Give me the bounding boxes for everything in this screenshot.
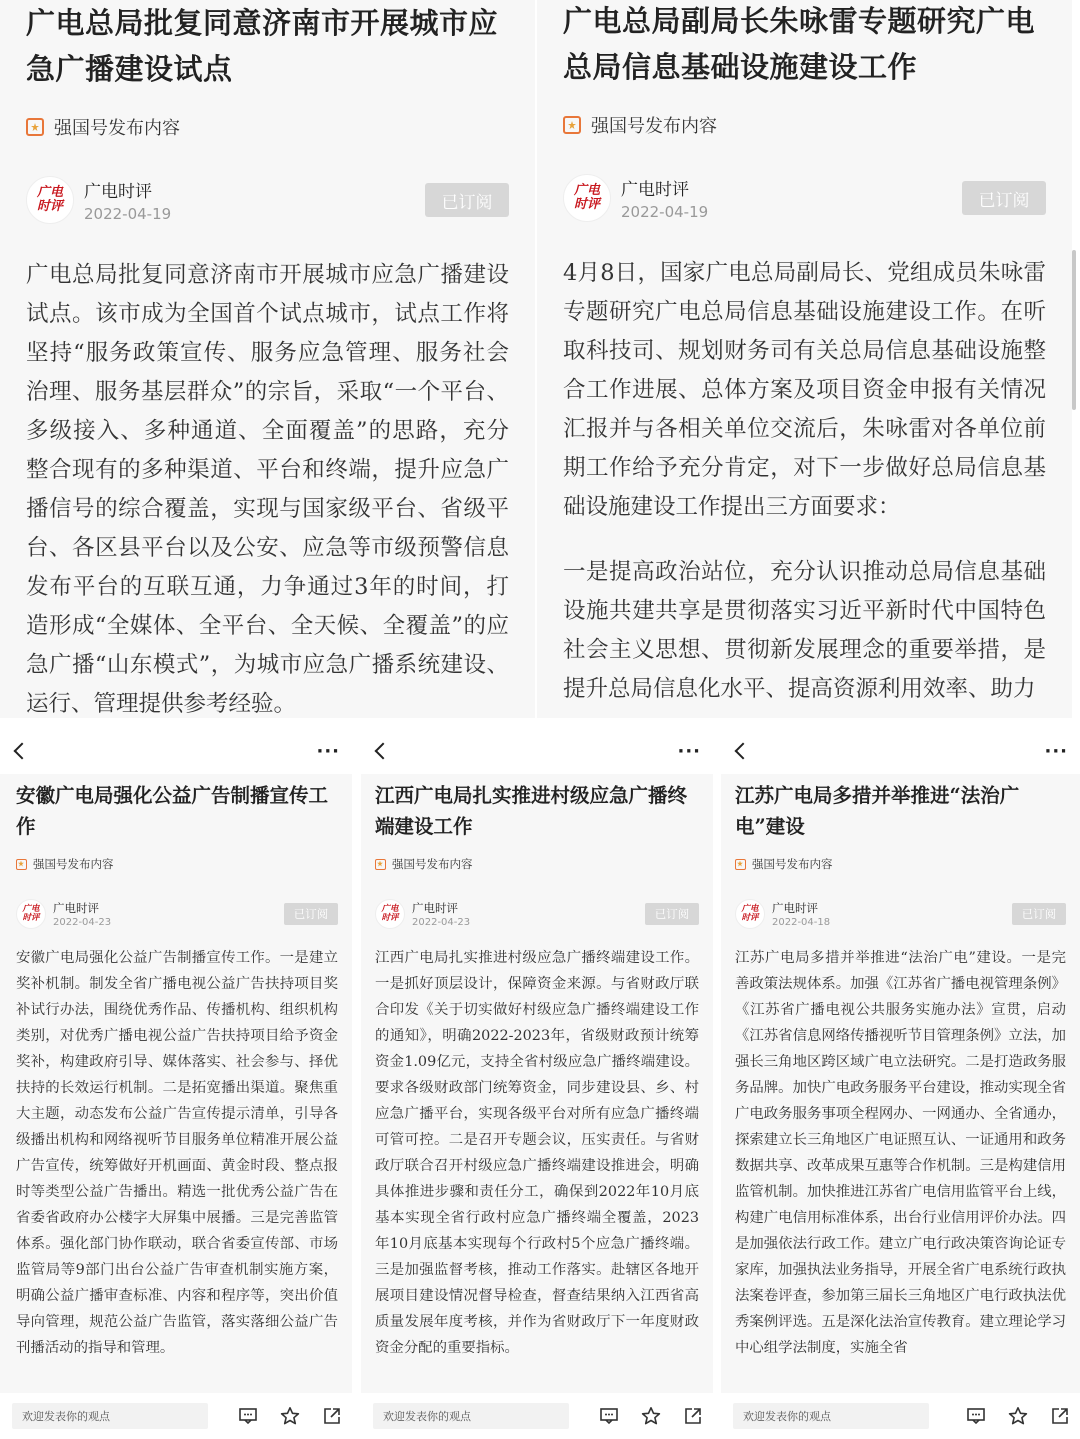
source-tag-label: 强国号发布内容: [33, 857, 114, 871]
action-icons: [966, 1406, 1070, 1426]
avatar-text-line2: 时评: [22, 913, 40, 923]
author-row: [375, 897, 699, 931]
comment-input[interactable]: 欢迎发表你的观点: [733, 1403, 929, 1429]
share-icon[interactable]: [1050, 1406, 1070, 1426]
comment-input[interactable]: 欢迎发表你的观点: [12, 1403, 208, 1429]
more-options-icon[interactable]: ···: [677, 740, 701, 762]
source-tag: [26, 112, 509, 142]
article-title: 江西广电局扎实推进村级应急广播终端建设工作: [375, 784, 688, 838]
avatar-text-line2: 时评: [381, 913, 399, 923]
comment-icon[interactable]: [238, 1406, 258, 1426]
publish-date: 2022-04-18: [772, 917, 831, 928]
subscribed-button[interactable]: 已订阅: [1012, 903, 1066, 925]
more-options-icon[interactable]: ···: [316, 740, 340, 762]
avatar-text-line2: 时评: [573, 197, 600, 212]
back-chevron-icon[interactable]: [735, 743, 752, 760]
article-paragraph: 广电总局批复同意济南市开展城市应急广播建设试点。该市成为全国首个试点城市，试点工作将坚持“服务政策宣传、服务应急管理、服务社会治理、服务基层群众”的宗旨，采取“一个平台、多级接入、多种通道、全面覆盖”的思路，充分整合现有的多种渠道、平台和终端，提升应急广播信号的综合覆盖，实现与国家级平台、省级平台、各区县平台以及公安、应急等市级预警信息发布平台的互联互通，力争通过3年的时间，打造形成“全媒体、全平台、全天候、全覆盖”的应急广播“山东模式”，为城市应急广播系统建设、运行、管理提供参考经验。: [26, 262, 509, 717]
avatar-text-line1: 广电: [381, 904, 399, 914]
article-panel-bottom-2: [361, 728, 713, 1439]
article-body: [563, 254, 1046, 709]
article-content: [0, 774, 352, 1439]
article-title: 广电总局副局长朱咏雷专题研究广电总局信息基础设施建设工作: [563, 4, 1036, 84]
star-badge-icon: [375, 859, 386, 870]
subscribed-button[interactable]: 已订阅: [962, 181, 1046, 215]
avatar[interactable]: [26, 176, 74, 224]
author-info: [772, 900, 1012, 928]
source-tag: [16, 855, 338, 873]
avatar-text-line1: 广电: [741, 904, 759, 914]
subscribed-button[interactable]: 已订阅: [645, 903, 699, 925]
action-icons: [599, 1406, 703, 1426]
avatar[interactable]: [735, 899, 765, 929]
author-info: [53, 900, 284, 928]
share-icon[interactable]: [322, 1406, 342, 1426]
avatar[interactable]: [375, 899, 405, 929]
avatar-text-line2: 时评: [741, 913, 759, 923]
article-body: 江苏广电局多措并举推进“法治广电”建设。一是完善政策法规体系。加强《江苏省广播电视管理条例》《江苏省广播电视公共服务实施办法》宣贯，启动《江苏省信息网络传播视听节目管理条例》立法，加强长三角地区跨区域广电立法研究。二是打造政务服务品牌。加快广电政务服务平台建设，推动实现全省广电政务服务事项全程网办、一网通办、全省通办，探索建立长三角地区广电证照互认、一证通用和政务数据共享、改革成果互惠等合作机制。三是构建信用监管机制。加快推进江苏省广电信用监管平台上线，构建广电信用标准体系，出台行业信用评价办法。四是加强依法行政工作。建立广电行政决策咨询论证专家库，加强执法业务指导，开展全省广电系统行政执法案卷评查，参加第三届长三角地区广电行政执法优秀案例评选。五是深化法治宣传教育。建立理论学习中心组学法制度，实施全省: [735, 950, 1066, 1356]
nav-bar: [0, 728, 352, 774]
article-body: 江西广电局扎实推进村级应急广播终端建设工作。一是抓好顶层设计，保障资金来源。与省财政厅联合印发《关于切实做好村级应急广播终端建设工作的通知》，明确2022-2023年，省级财政预计统筹资金1.09亿元，支持全省村级应急广播终端建设。要求各级财政部门统筹资金，同步建设县、乡、村应急广播平台，实现各级平台对所有应急广播终端可管可控。二是召开专题会议，压实责任。与省财政厅联合召开村级应急广播终端建设推进会，明确具体推进步骤和责任分工，确保到2022年10月底基本实现全省行政村应急广播终端全覆盖，2023年10月底基本实现每个行政村5个应急广播终端。三是加强监督考核，推动工作落实。赴辖区各地开展项目建设情况督导检查，督查结果纳入江西省高质量发展年度考核，并作为省财政厅下一年度财政资金分配的重要指标。: [375, 950, 699, 1356]
star-badge-icon: [735, 859, 746, 870]
share-icon[interactable]: [683, 1406, 703, 1426]
article-panel-bottom-3: [721, 728, 1080, 1439]
star-badge-icon: [26, 118, 44, 136]
article-content: [721, 774, 1080, 1439]
star-badge-icon: [563, 116, 581, 134]
article-title: 安徽广电局强化公益广告制播宣传工作: [16, 784, 329, 838]
article-paragraph: 一是提高政治站位，充分认识推动总局信息基础设施共建共享是贯彻落实习近平新时代中国特色社会主义思想、贯彻新发展理念的重要举措，是提升总局信息化水平、提高资源利用效率、助力: [563, 559, 1046, 702]
publish-date: 2022-04-19: [84, 205, 172, 223]
author-row: [16, 897, 338, 931]
comment-bar: [361, 1393, 713, 1439]
back-chevron-icon[interactable]: [375, 743, 392, 760]
author-row: [735, 897, 1066, 931]
author-row: [26, 172, 509, 228]
article-panel-top-right: [537, 0, 1072, 718]
author-info: [412, 900, 645, 928]
avatar-text-line1: 广电: [573, 183, 600, 198]
article-body: 安徽广电局强化公益广告制播宣传工作。一是建立奖补机制。制发全省广播电视公益广告扶持项目奖补试行办法，围绕优秀作品、传播机构、组织机构类别，对优秀广播电视公益广告扶持项目给予资金奖补，构建政府引导、媒体落实、社会参与、择优扶持的长效运行机制。二是拓宽播出渠道。聚焦重大主题，动态发布公益广告宣传提示清单，引导各级播出机构和网络视听节目服务单位精准开展公益广告宣传，统筹做好开机画面、黄金时段、整点报时等类型公益广告播出。精选一批优秀公益广告在省委省政府办公楼字大屏集中展播。三是完善监管体系。强化部门协作联动，联合省委宣传部、市场监管局等9部门出台公益广告审查机制实施方案，明确公益广播审查标准、内容和程序等，突出价值导向管理，规范公益广告监管，落实落细公益广告刊播活动的指导和管理。: [16, 950, 338, 1356]
author-name[interactable]: 广电时评: [53, 901, 99, 915]
article-content: [361, 774, 713, 1439]
source-tag-label: 强国号发布内容: [752, 857, 833, 871]
star-icon[interactable]: [280, 1406, 300, 1426]
author-name[interactable]: 广电时评: [84, 182, 152, 202]
action-icons: [238, 1406, 342, 1426]
avatar-text-line1: 广电: [22, 904, 40, 914]
author-name[interactable]: 广电时评: [412, 901, 458, 915]
avatar[interactable]: [16, 899, 46, 929]
star-badge-icon: [16, 859, 27, 870]
comment-bar: [721, 1393, 1080, 1439]
back-chevron-icon[interactable]: [14, 743, 31, 760]
article-title: 江苏广电局多措并举推进“法治广电”建设: [735, 784, 1020, 838]
comment-input[interactable]: 欢迎发表你的观点: [373, 1403, 569, 1429]
source-tag-label: 强国号发布内容: [591, 116, 717, 137]
author-info: [621, 175, 962, 221]
subscribed-button[interactable]: 已订阅: [425, 183, 509, 217]
article-body: [26, 256, 509, 718]
nav-bar: [721, 728, 1080, 774]
comment-bar: [0, 1393, 352, 1439]
source-tag: [563, 110, 1046, 140]
article-panel-bottom-1: [0, 728, 352, 1439]
author-name[interactable]: 广电时评: [621, 180, 689, 200]
author-info: [84, 177, 425, 223]
comment-icon[interactable]: [599, 1406, 619, 1426]
source-tag: [375, 855, 699, 873]
subscribed-button[interactable]: 已订阅: [284, 903, 338, 925]
article-panel-top-left: [0, 0, 535, 718]
source-tag: [735, 855, 1066, 873]
star-icon[interactable]: [1008, 1406, 1028, 1426]
article-paragraph: 4月8日，国家广电总局副局长、党组成员朱咏雷专题研究广电总局信息基础设施建设工作。在听取科技司、规划财务司有关总局信息基础设施整合工作进展、总体方案及项目资金申报有关情况汇报并与各相关单位交流后，朱咏雷对各单位前期工作给予充分肯定，对下一步做好总局信息基础设施建设工作提出三方面要求：: [563, 260, 1046, 520]
author-row: [563, 170, 1046, 226]
avatar-text-line2: 时评: [36, 199, 63, 214]
scrollbar-thumb[interactable]: [1072, 250, 1076, 410]
source-tag-label: 强国号发布内容: [392, 857, 473, 871]
more-options-icon[interactable]: ···: [1044, 740, 1068, 762]
nav-bar: [361, 728, 713, 774]
avatar-text-line1: 广电: [36, 185, 63, 200]
publish-date: 2022-04-23: [412, 917, 471, 928]
publish-date: 2022-04-23: [53, 917, 112, 928]
author-name[interactable]: 广电时评: [772, 901, 818, 915]
article-title: 广电总局批复同意济南市开展城市应急广播建设试点: [26, 6, 499, 86]
publish-date: 2022-04-19: [621, 203, 709, 221]
source-tag-label: 强国号发布内容: [54, 118, 180, 139]
comment-icon[interactable]: [966, 1406, 986, 1426]
star-icon[interactable]: [641, 1406, 661, 1426]
avatar[interactable]: [563, 174, 611, 222]
